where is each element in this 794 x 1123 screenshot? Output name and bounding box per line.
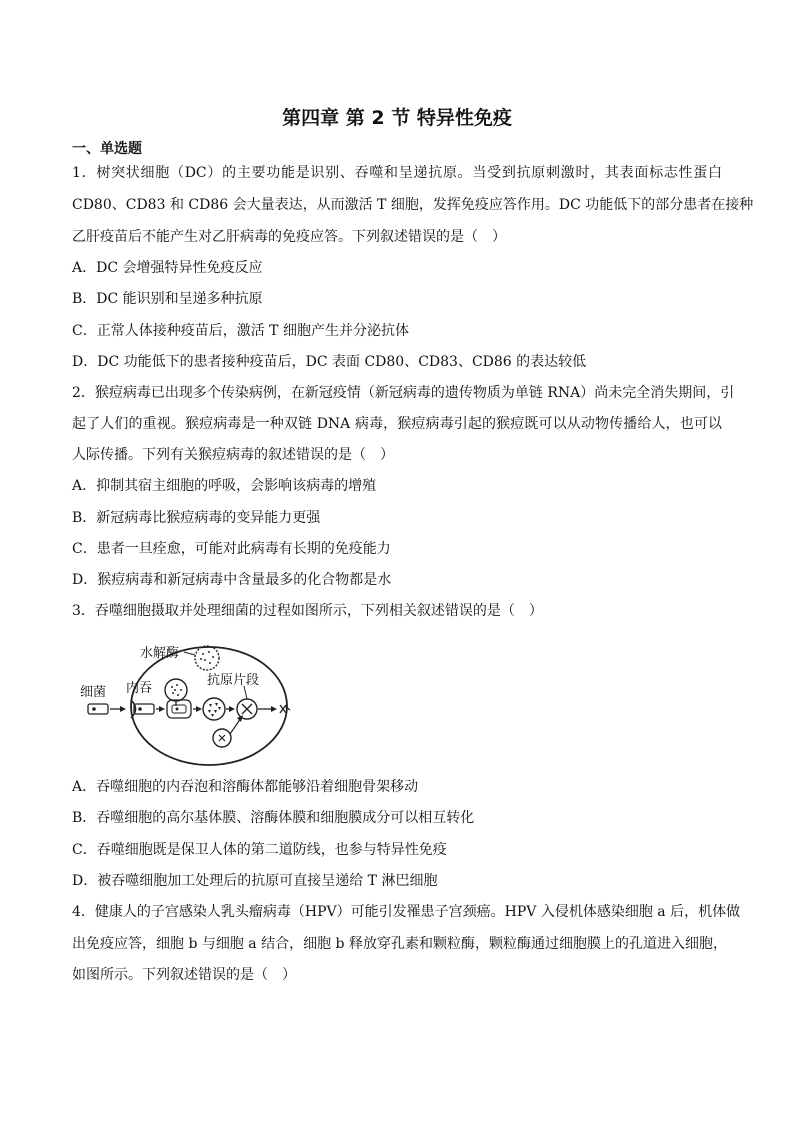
q1-stem-line-1: 1．树突状细胞（DC）的主要功能是识别、吞噬和呈递抗原。当受到抗原刺激时，其表面标志性蛋白 (72, 165, 722, 181)
q1-option-a: A．DC 会增强特异性免疫反应 (72, 260, 263, 276)
q2-option-d: D．猴痘病毒和新冠病毒中含量最多的化合物都是水 (72, 572, 392, 588)
phagolysosome (167, 700, 191, 718)
q3-option-c: C．吞噬细胞既是保卫人体的第二道防线，也参与特异性免疫 (72, 842, 447, 858)
digesting-vesicle (203, 698, 225, 720)
bacterium (88, 704, 108, 714)
phagocyte-figure (74, 638, 304, 770)
q4-stem-line-1: 4．健康人的子宫感染人乳头瘤病毒（HPV）可能引发罹患子宫颈癌。HPV 入侵机体感染细胞 a 后，机体做 (72, 904, 741, 920)
label-hydrolase: 水解酶 (140, 646, 180, 661)
q1-stem-line-3: 乙肝疫苗后不能产生对乙肝病毒的免疫应答。下列叙述错误的是（ ） (72, 229, 506, 245)
label-endocytosis: 内吞 (126, 681, 153, 696)
q3-option-b: B．吞噬细胞的高尔基体膜、溶酶体膜和细胞膜成分可以相互转化 (72, 810, 475, 826)
page-title: 第四章 第 2 节 特异性免疫 (282, 107, 512, 129)
q3-option-a: A．吞噬细胞的内吞泡和溶酶体都能够沿着细胞骨架移动 (72, 779, 419, 795)
q2-stem-line-3: 人际传播。下列有关猴痘病毒的叙述错误的是（ ） (72, 447, 394, 463)
q2-stem-line-1: 2．猴痘病毒已出现多个传染病例，在新冠疫情（新冠病毒的遗传物质为单链 RNA）尚未完全消失期间，引 (72, 385, 735, 401)
label-bacteria: 细菌 (80, 685, 107, 700)
q2-option-c: C．患者一旦痊愈，可能对此病毒有长期的免疫能力 (72, 541, 391, 557)
q1-option-c: C．正常人体接种疫苗后，激活 T 细胞产生并分泌抗体 (72, 323, 409, 339)
q3-option-d: D．被吞噬细胞加工处理后的抗原可直接呈递给 T 淋巴细胞 (72, 873, 438, 889)
q1-option-b: B．DC 能识别和呈递多种抗原 (72, 291, 263, 307)
q4-stem-line-3: 如图所示。下列叙述错误的是（ ） (72, 967, 296, 983)
q2-option-b: B．新冠病毒比猴痘病毒的变异能力更强 (72, 510, 321, 526)
section-heading: 一、单选题 (72, 141, 142, 157)
q2-option-a: A．抑制其宿主细胞的呼吸，会影响该病毒的增殖 (72, 478, 377, 494)
phagosome (134, 704, 154, 714)
lysosome (195, 646, 219, 670)
q2-stem-line-2: 起了人们的重视。猴痘病毒是一种双链 DNA 病毒，猴痘病毒引起的猴痘既可以从动物传播给人，也可以 (72, 416, 722, 432)
q3-stem-line-1: 3．吞噬细胞摄取并处理细菌的过程如图所示，下列相关叙述错误的是（ ） (72, 603, 543, 619)
q4-stem-line-2: 出免疫应答，细胞 b 与细胞 a 结合，细胞 b 释放穿孔素和颗粒酶，颗粒酶通过细胞膜上的孔道进入细胞， (72, 936, 727, 952)
q1-stem-line-2: CD80、CD83 和 CD86 会大量表达，从而激活 T 细胞，发挥免疫应答作用。DC 功能低下的部分患者在接种 (72, 197, 754, 213)
label-antigen-fragment: 抗原片段 (207, 673, 260, 688)
q1-option-d: D．DC 功能低下的患者接种疫苗后，DC 表面 CD80、CD83、CD86 的表达较低 (72, 354, 587, 370)
